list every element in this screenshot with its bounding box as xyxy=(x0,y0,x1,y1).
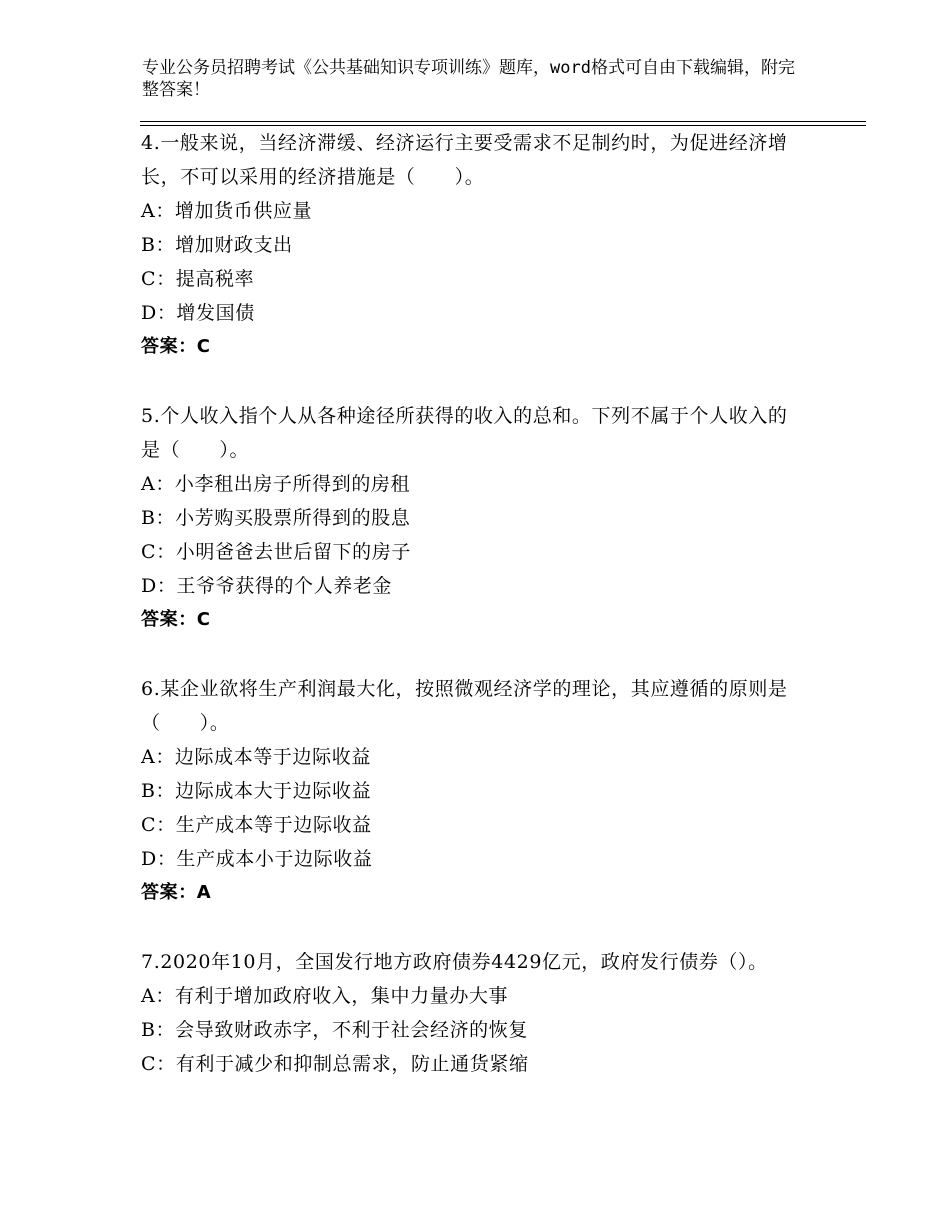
question-stem: 4.一般来说，当经济滞缓、经济运行主要受需求不足制约时，为促进经济增长，不可以采用的经济措施是（ ）。 xyxy=(141,132,788,188)
option-b: B：会导致财政赤字，不利于社会经济的恢复 xyxy=(141,1019,528,1041)
question-stem: 6.某企业欲将生产利润最大化，按照微观经济学的理论，其应遵循的原则是（ ）。 xyxy=(141,678,788,734)
question-5 xyxy=(141,399,801,637)
answer-label: 答案：C xyxy=(141,336,211,357)
option-c: C：有利于减少和抑制总需求，防止通货紧缩 xyxy=(141,1053,529,1075)
question-stem: 7.2020年10月，全国发行地方政府债券4429亿元，政府发行债券（）。 xyxy=(141,951,768,973)
option-b: B：小芳购买股票所得到的股息 xyxy=(141,507,411,529)
document-header: 专业公务员招聘考试《公共基础知识专项训练》题库，word格式可自由下载编辑，附完整答案！ xyxy=(142,58,795,100)
question-6 xyxy=(141,672,801,910)
question-4 xyxy=(141,126,801,364)
option-d: D：增发国债 xyxy=(141,302,255,324)
option-b: B：增加财政支出 xyxy=(141,234,293,256)
option-c: C：生产成本等于边际收益 xyxy=(141,814,372,836)
option-a: A：增加货币供应量 xyxy=(141,200,313,222)
answer-label: 答案：C xyxy=(141,609,211,630)
option-c: C：小明爸爸去世后留下的房子 xyxy=(141,541,411,563)
option-a: A：有利于增加政府收入，集中力量办大事 xyxy=(141,985,509,1007)
option-b: B：边际成本大于边际收益 xyxy=(141,780,372,802)
option-c: C：提高税率 xyxy=(141,268,255,290)
header-divider-top xyxy=(140,121,866,122)
question-stem: 5.个人收入指个人从各种途径所获得的收入的总和。下列不属于个人收入的是（ ）。 xyxy=(141,405,788,461)
answer-label: 答案：A xyxy=(141,882,212,903)
question-7 xyxy=(141,945,801,1081)
option-d: D：生产成本小于边际收益 xyxy=(141,848,373,870)
option-d: D：王爷爷获得的个人养老金 xyxy=(141,575,393,597)
option-a: A：小李租出房子所得到的房租 xyxy=(141,473,411,495)
option-a: A：边际成本等于边际收益 xyxy=(141,746,371,768)
